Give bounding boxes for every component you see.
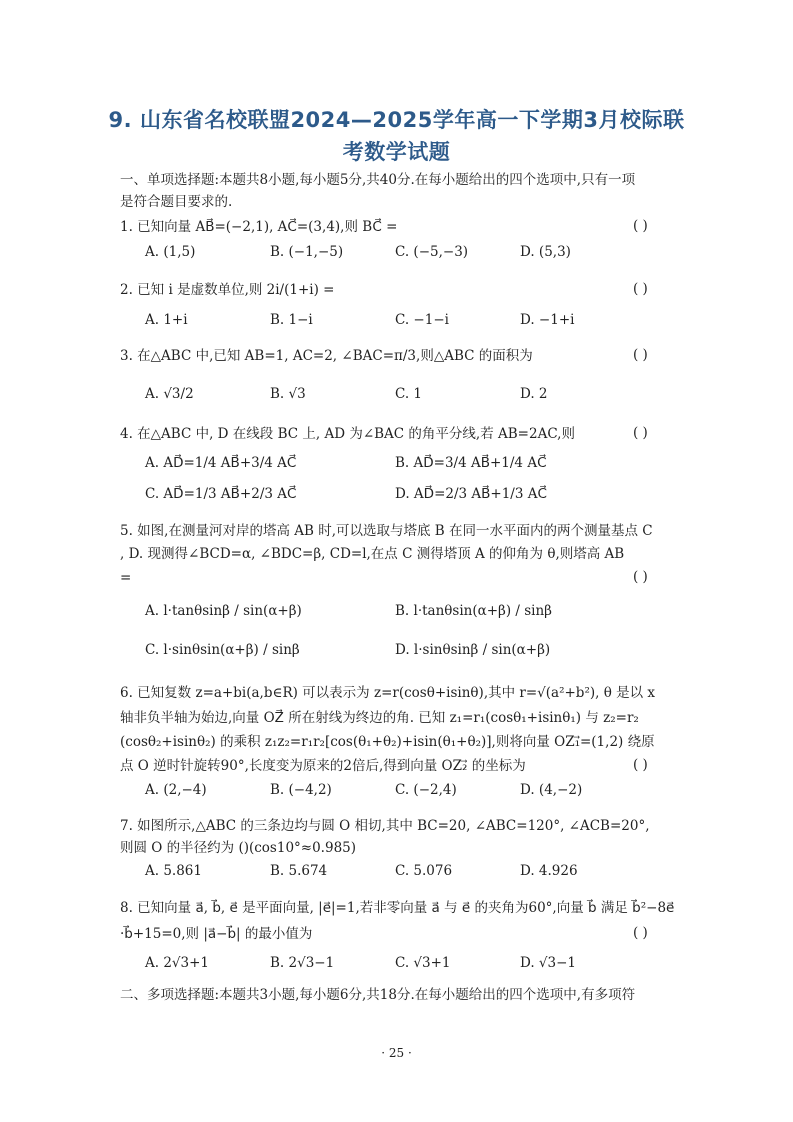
question-7-stem-line-2: 则圆 O 的半径约为 ()(cos10°≈0.985)	[120, 840, 357, 856]
answer-blank-4: ( )	[633, 425, 648, 441]
question-6-stem-line-4: 点 O 逆时针旋转90°,长度变为原来的2倍后,得到向量 OZ₂⃗ 的坐标为	[120, 758, 526, 774]
question-5-stem-line-2: , D. 现测得∠BCD=α, ∠BDC=β, CD=l,在点 C 测得塔顶 A 的仰角为 θ,则塔高 AB	[120, 546, 625, 562]
question-8-stem-line-2: ·b⃗+15=0,则 |a⃗−b⃗| 的最小值为	[120, 926, 313, 942]
section-1-intro-line-1: 一、单项选择题:本题共8小题,每小题5分,共40分.在每小题给出的四个选项中,只有一项	[120, 172, 636, 188]
answer-blank-5: ( )	[633, 569, 648, 585]
question-7-option-d: D. 4.926	[520, 863, 578, 879]
question-1-option-b: B. (−1,−5)	[270, 244, 344, 260]
question-5-option-c: C. l·sinθsin(α+β) / sinβ	[145, 642, 300, 658]
question-3-option-c: C. 1	[395, 386, 423, 402]
question-8-option-a: A. 2√3+1	[145, 955, 210, 971]
question-2-option-a: A. 1+i	[145, 312, 188, 328]
question-6-stem-line-1: 6. 已知复数 z=a+bi(a,b∈R) 可以表示为 z=r(cosθ+isinθ),其中 r=√(a²+b²), θ 是以 x	[120, 685, 656, 701]
question-1-option-c: C. (−5,−3)	[395, 244, 469, 260]
question-7-option-b: B. 5.674	[270, 863, 328, 879]
question-4-option-a: A. AD⃗=1/4 AB⃗+3/4 AC⃗	[145, 455, 297, 471]
question-4-option-b: B. AD⃗=3/4 AB⃗+1/4 AC⃗	[395, 455, 547, 471]
question-3-option-b: B. √3	[270, 386, 306, 402]
question-6-option-d: D. (4,−2)	[520, 782, 583, 798]
section-1-intro-line-2: 是符合题目要求的.	[120, 194, 233, 210]
page-title-line-1: 9. 山东省名校联盟2024—2025学年高一下学期3月校际联	[108, 108, 685, 132]
question-2-option-b: B. 1−i	[270, 312, 313, 328]
question-6-stem-line-3: (cosθ₂+isinθ₂) 的乘积 z₁z₂=r₁r₂[cos(θ₁+θ₂)+isin(θ₁+θ₂)],则将向量 OZ₁⃗=(1,2) 绕原	[120, 734, 655, 750]
answer-blank-2: ( )	[633, 281, 648, 297]
answer-blank-8: ( )	[633, 925, 648, 941]
question-4-option-c: C. AD⃗=1/3 AB⃗+2/3 AC⃗	[145, 486, 297, 502]
question-8-option-d: D. √3−1	[520, 955, 577, 971]
question-8-option-c: C. √3+1	[395, 955, 451, 971]
answer-blank-1: ( )	[633, 218, 648, 234]
question-2-stem: 2. 已知 i 是虚数单位,则 2i/(1+i) =	[120, 282, 335, 298]
question-3-option-a: A. √3/2	[145, 386, 194, 402]
question-8-stem-line-1: 8. 已知向量 a⃗, b⃗, e⃗ 是平面向量, |e⃗|=1,若非零向量 a⃗ 与 e⃗ 的夹角为60°,向量 b⃗ 满足 b⃗²−8e⃗	[120, 900, 675, 916]
page-number: · 25 ·	[381, 1046, 412, 1060]
question-6-option-b: B. (−4,2)	[270, 782, 332, 798]
question-3-option-d: D. 2	[520, 386, 548, 402]
question-6-option-c: C. (−2,4)	[395, 782, 457, 798]
answer-blank-3: ( )	[633, 347, 648, 363]
answer-blank-6: ( )	[633, 757, 648, 773]
question-4-stem: 4. 在△ABC 中, D 在线段 BC 上, AD 为∠BAC 的角平分线,若 AB=2AC,则	[120, 426, 575, 442]
question-2-option-c: C. −1−i	[395, 312, 449, 328]
question-4-option-d: D. AD⃗=2/3 AB⃗+1/3 AC⃗	[395, 486, 547, 502]
question-5-option-d: D. l·sinθsinβ / sin(α+β)	[395, 642, 551, 658]
question-6-option-a: A. (2,−4)	[145, 782, 207, 798]
section-2-intro-line-1: 二、多项选择题:本题共3小题,每小题6分,共18分.在每小题给出的四个选项中,有多项符	[120, 987, 636, 1003]
question-6-stem-line-2: 轴非负半轴为始边,向量 OZ⃗ 所在射线为终边的角. 已知 z₁=r₁(cosθ₁+isinθ₁) 与 z₂=r₂	[120, 710, 639, 726]
question-1-stem: 1. 已知向量 AB⃗=(−2,1), AC⃗=(3,4),则 BC⃗ =	[120, 219, 398, 235]
question-5-option-b: B. l·tanθsin(α+β) / sinβ	[395, 603, 552, 619]
question-2-option-d: D. −1+i	[520, 312, 575, 328]
question-3-stem: 3. 在△ABC 中,已知 AB=1, AC=2, ∠BAC=π/3,则△ABC 的面积为	[120, 348, 533, 364]
question-7-option-a: A. 5.861	[145, 863, 202, 879]
question-8-option-b: B. 2√3−1	[270, 955, 335, 971]
question-1-option-a: A. (1,5)	[145, 244, 196, 260]
question-5-option-a: A. l·tanθsinβ / sin(α+β)	[145, 603, 302, 619]
question-7-stem-line-1: 7. 如图所示,△ABC 的三条边均与圆 O 相切,其中 BC=20, ∠ABC=120°, ∠ACB=20°,	[120, 818, 650, 834]
question-5-stem-line-1: 5. 如图,在测量河对岸的塔高 AB 时,可以选取与塔底 B 在同一水平面内的两个测量基点 C	[120, 523, 653, 539]
question-5-stem-line-3: =	[120, 570, 132, 586]
question-1-option-d: D. (5,3)	[520, 244, 571, 260]
question-7-option-c: C. 5.076	[395, 863, 453, 879]
page-title-line-2: 考数学试题	[342, 140, 451, 164]
